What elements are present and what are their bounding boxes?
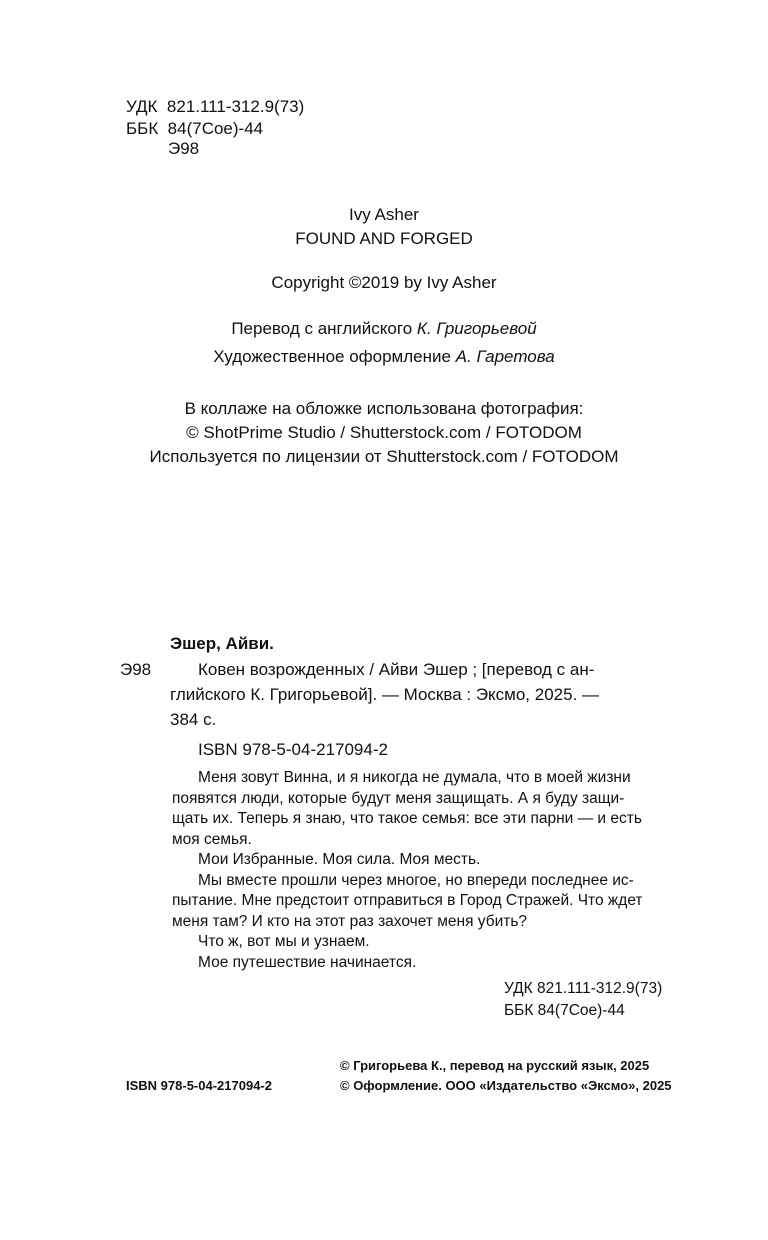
- udk-bottom: УДК 821.111-312.9(73): [504, 980, 663, 997]
- bbk-label: ББК: [126, 119, 159, 138]
- biblio-description-line2: глийского К. Григорьевой]. — Москва : Эксмо, 2025. —: [170, 685, 600, 704]
- udk-value: 821.111-312.9(73): [166, 97, 305, 116]
- bbk-value: 84(7Сое)-44: [167, 119, 264, 138]
- translator-name: К. Григорьевой: [416, 319, 537, 338]
- annotation-p1-line3: щать их. Теперь я знаю, что такое семья: все эти парни — и есть: [172, 810, 642, 827]
- annotation-p2: Мои Избранные. Моя сила. Моя месть.: [198, 851, 481, 868]
- udk-top-line: [126, 96, 304, 118]
- photo-credit-line3: Используется по лицензии от Shutterstock.com / FOTODOM: [149, 447, 619, 466]
- annotation-p4: Что ж, вот мы и узнаем.: [198, 933, 370, 950]
- designer-name: А. Гаретова: [455, 347, 555, 366]
- photo-credit-line1: В коллаже на обложке использована фотография:: [184, 399, 584, 418]
- biblio-author-mark: Э98: [120, 660, 152, 679]
- biblio-description-line3: 384 с.: [170, 710, 217, 729]
- original-copyright: Copyright ©2019 by Ivy Asher: [271, 273, 497, 292]
- annotation: [172, 768, 688, 973]
- udk-label: УДК: [126, 97, 158, 116]
- translation-prefix: Перевод с английского: [231, 319, 417, 338]
- original-author: Ivy Asher: [349, 205, 419, 224]
- annotation-p1-line1: Меня зовут Винна, и я никогда не думала, что в моей жизни: [198, 769, 631, 786]
- footer-copyright-translation: © Григорьева К., перевод на русский язык, 2025: [340, 1058, 650, 1073]
- biblio-heading: Эшер, Айви.: [170, 634, 274, 653]
- photo-credit-line2: © ShotPrime Studio / Shutterstock.com / FOTODOM: [186, 423, 582, 442]
- footer-copyright-design: © Оформление. ООО «Издательство «Эксмо», 2025: [340, 1078, 672, 1093]
- design-prefix: Художественное оформление: [213, 347, 456, 366]
- annotation-p3-line2: пытание. Мне предстоит отправиться в Город Стражей. Что ждет: [172, 892, 643, 909]
- biblio-description-line1: Ковен возрожденных / Айви Эшер ; [перевод с ан-: [198, 660, 595, 679]
- original-title: FOUND AND FORGED: [295, 229, 473, 248]
- author-mark-top: Э98: [168, 139, 200, 158]
- bbk-top-line: [126, 118, 263, 140]
- translation-credit: [0, 318, 768, 340]
- annotation-p3-line1: Мы вместе прошли через многое, но впереди последнее ис-: [198, 871, 634, 889]
- annotation-p1-line2: появятся люди, которые будут меня защищать. А я буду защи-: [172, 789, 625, 807]
- design-credit: [0, 346, 768, 368]
- biblio-isbn: ISBN 978-5-04-217094-2: [198, 740, 388, 759]
- footer-isbn: ISBN 978-5-04-217094-2: [126, 1078, 272, 1093]
- bbk-bottom: ББК 84(7Сое)-44: [504, 1002, 625, 1019]
- annotation-p1-line4: моя семья.: [172, 830, 252, 848]
- annotation-p3-line3: меня там? И кто на этот раз захочет меня убить?: [172, 912, 528, 930]
- annotation-p5: Мое путешествие начинается.: [198, 953, 417, 971]
